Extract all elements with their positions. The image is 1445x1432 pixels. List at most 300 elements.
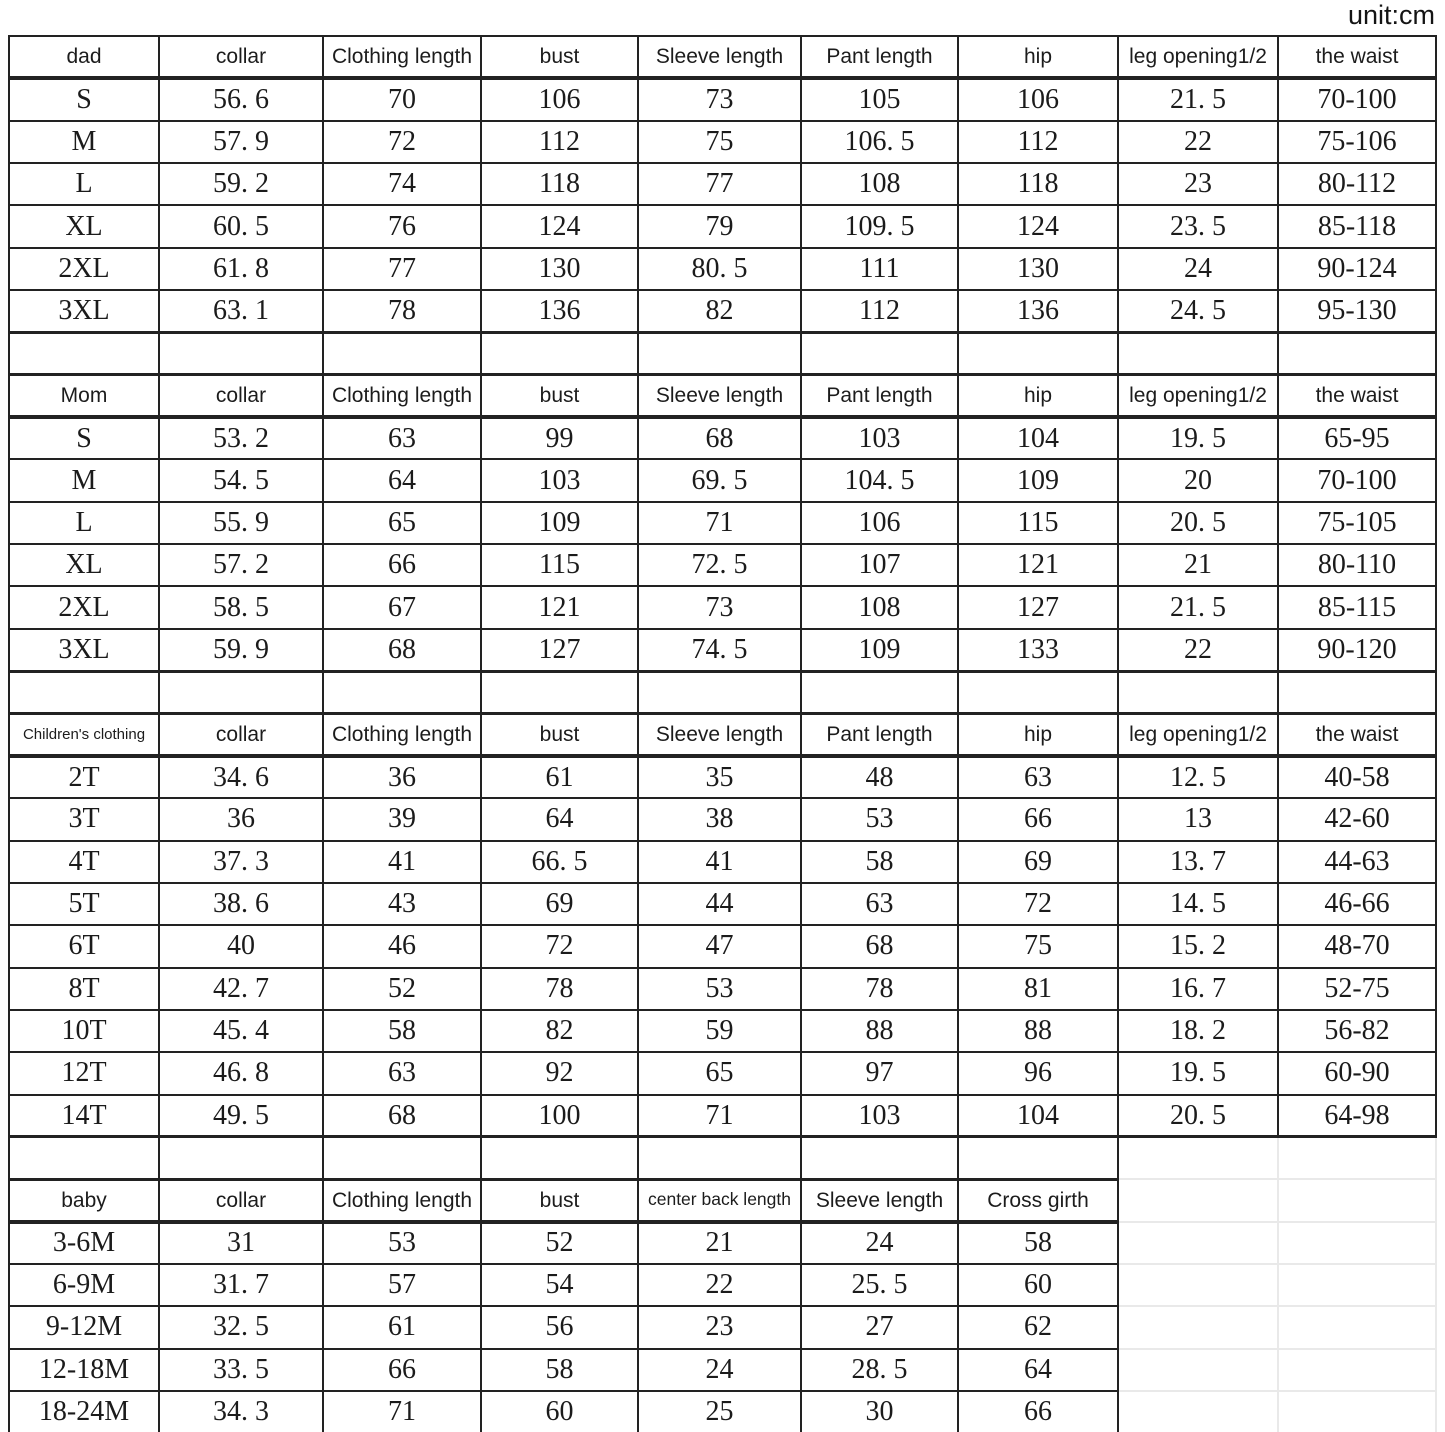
value-cell: 46-66 — [1278, 883, 1436, 925]
value-cell: 80. 5 — [638, 248, 801, 290]
value-cell: 64-98 — [1278, 1095, 1436, 1137]
value-cell: 75 — [958, 925, 1118, 967]
value-cell: 53. 2 — [159, 417, 323, 459]
value-cell: 42. 7 — [159, 968, 323, 1010]
empty-cell — [481, 671, 638, 713]
value-cell: 21 — [1118, 544, 1278, 586]
value-cell: 64 — [481, 798, 638, 840]
value-cell: 34. 6 — [159, 756, 323, 798]
value-cell: 127 — [958, 586, 1118, 628]
value-cell: 99 — [481, 417, 638, 459]
empty-cell — [958, 1137, 1118, 1179]
value-cell: 31 — [159, 1222, 323, 1264]
value-cell: 88 — [801, 1010, 958, 1052]
value-cell: 28. 5 — [801, 1349, 958, 1391]
value-cell: 16. 7 — [1118, 968, 1278, 1010]
value-cell: 31. 7 — [159, 1264, 323, 1306]
value-cell: 39 — [323, 798, 481, 840]
value-cell: 59. 9 — [159, 629, 323, 671]
value-cell: 60 — [481, 1391, 638, 1432]
value-cell: 75-106 — [1278, 121, 1436, 163]
value-cell: 57. 9 — [159, 121, 323, 163]
value-cell: 80-112 — [1278, 163, 1436, 205]
value-cell: 25 — [638, 1391, 801, 1432]
value-cell: 23. 5 — [1118, 205, 1278, 247]
table-row-mom-s — [9, 417, 1436, 459]
value-cell: 104 — [958, 1095, 1118, 1137]
header-cell-bust: bust — [481, 36, 638, 78]
ghost-cell — [1118, 1391, 1278, 1432]
value-cell: 70 — [323, 78, 481, 120]
value-cell: 108 — [801, 163, 958, 205]
value-cell: 71 — [638, 502, 801, 544]
value-cell: 24. 5 — [1118, 290, 1278, 332]
value-cell: 97 — [801, 1052, 958, 1094]
table-row-mom-3xl — [9, 629, 1436, 671]
value-cell: 112 — [801, 290, 958, 332]
value-cell: 106 — [958, 78, 1118, 120]
value-cell: 69 — [958, 841, 1118, 883]
table-row-dad-m — [9, 121, 1436, 163]
value-cell: 103 — [801, 1095, 958, 1137]
header-cell-bust: bust — [481, 1179, 638, 1221]
header-cell-cross-girth: Cross girth — [958, 1179, 1118, 1221]
ghost-cell — [1118, 1222, 1278, 1264]
value-cell: 37. 3 — [159, 841, 323, 883]
value-cell: 130 — [481, 248, 638, 290]
header-cell-sleeve-length: Sleeve length — [638, 375, 801, 417]
value-cell: 92 — [481, 1052, 638, 1094]
table-row-children-4t — [9, 841, 1436, 883]
value-cell: 27 — [801, 1306, 958, 1348]
header-cell-collar: collar — [159, 375, 323, 417]
table-row-mom-l — [9, 502, 1436, 544]
value-cell: 58. 5 — [159, 586, 323, 628]
value-cell: 63 — [323, 417, 481, 459]
value-cell: 124 — [481, 205, 638, 247]
value-cell: 20. 5 — [1118, 502, 1278, 544]
header-cell-hip: hip — [958, 714, 1118, 756]
value-cell: 52 — [323, 968, 481, 1010]
value-cell: 106 — [801, 502, 958, 544]
value-cell: 56 — [481, 1306, 638, 1348]
size-cell-xl: XL — [9, 544, 159, 586]
value-cell: 118 — [958, 163, 1118, 205]
value-cell: 53 — [801, 798, 958, 840]
size-cell-m: M — [9, 459, 159, 501]
value-cell: 66 — [323, 544, 481, 586]
empty-cell — [1278, 332, 1436, 374]
size-cell-3t: 3T — [9, 798, 159, 840]
header-cell-children-s-clothing: Children's clothing — [9, 714, 159, 756]
size-cell-8t: 8T — [9, 968, 159, 1010]
value-cell: 48-70 — [1278, 925, 1436, 967]
separator-row — [9, 332, 1436, 374]
table-row-baby-3-6m — [9, 1222, 1436, 1264]
value-cell: 65 — [638, 1052, 801, 1094]
header-cell-sleeve-length: Sleeve length — [638, 36, 801, 78]
empty-cell — [1118, 332, 1278, 374]
value-cell: 136 — [958, 290, 1118, 332]
value-cell: 46. 8 — [159, 1052, 323, 1094]
value-cell: 42-60 — [1278, 798, 1436, 840]
size-cell-12-18m: 12-18M — [9, 1349, 159, 1391]
ghost-cell — [1278, 1391, 1436, 1432]
header-cell-leg-opening1-2: leg opening1/2 — [1118, 714, 1278, 756]
table-row-children-5t — [9, 883, 1436, 925]
ghost-cell — [1118, 1264, 1278, 1306]
value-cell: 112 — [481, 121, 638, 163]
value-cell: 105 — [801, 78, 958, 120]
header-cell-the-waist: the waist — [1278, 36, 1436, 78]
value-cell: 59 — [638, 1010, 801, 1052]
value-cell: 88 — [958, 1010, 1118, 1052]
value-cell: 74. 5 — [638, 629, 801, 671]
header-cell-mom: Mom — [9, 375, 159, 417]
ghost-cell — [1118, 1179, 1278, 1221]
value-cell: 66 — [958, 1391, 1118, 1432]
value-cell: 13 — [1118, 798, 1278, 840]
value-cell: 14. 5 — [1118, 883, 1278, 925]
value-cell: 69 — [481, 883, 638, 925]
value-cell: 12. 5 — [1118, 756, 1278, 798]
value-cell: 32. 5 — [159, 1306, 323, 1348]
value-cell: 136 — [481, 290, 638, 332]
value-cell: 70-100 — [1278, 78, 1436, 120]
value-cell: 52-75 — [1278, 968, 1436, 1010]
size-cell-5t: 5T — [9, 883, 159, 925]
size-cell-2xl: 2XL — [9, 248, 159, 290]
header-cell-collar: collar — [159, 714, 323, 756]
value-cell: 46 — [323, 925, 481, 967]
value-cell: 81 — [958, 968, 1118, 1010]
header-cell-clothing-length: Clothing length — [323, 714, 481, 756]
table-row-children-2t — [9, 756, 1436, 798]
value-cell: 68 — [323, 629, 481, 671]
empty-cell — [323, 671, 481, 713]
value-cell: 56. 6 — [159, 78, 323, 120]
value-cell: 67 — [323, 586, 481, 628]
value-cell: 45. 4 — [159, 1010, 323, 1052]
header-cell-leg-opening1-2: leg opening1/2 — [1118, 36, 1278, 78]
empty-cell — [958, 332, 1118, 374]
value-cell: 53 — [638, 968, 801, 1010]
value-cell: 30 — [801, 1391, 958, 1432]
header-row-baby — [9, 1179, 1436, 1221]
value-cell: 85-115 — [1278, 586, 1436, 628]
value-cell: 78 — [801, 968, 958, 1010]
value-cell: 19. 5 — [1118, 417, 1278, 459]
value-cell: 100 — [481, 1095, 638, 1137]
value-cell: 103 — [481, 459, 638, 501]
value-cell: 103 — [801, 417, 958, 459]
value-cell: 109. 5 — [801, 205, 958, 247]
value-cell: 85-118 — [1278, 205, 1436, 247]
value-cell: 58 — [481, 1349, 638, 1391]
table-row-dad-s — [9, 78, 1436, 120]
value-cell: 127 — [481, 629, 638, 671]
size-cell-12t: 12T — [9, 1052, 159, 1094]
value-cell: 53 — [323, 1222, 481, 1264]
value-cell: 109 — [958, 459, 1118, 501]
size-chart-body — [9, 36, 1436, 1432]
value-cell: 72. 5 — [638, 544, 801, 586]
header-cell-bust: bust — [481, 714, 638, 756]
table-row-dad-l — [9, 163, 1436, 205]
header-cell-pant-length: Pant length — [801, 36, 958, 78]
size-cell-3-6m: 3-6M — [9, 1222, 159, 1264]
value-cell: 21. 5 — [1118, 586, 1278, 628]
header-cell-sleeve-length: Sleeve length — [638, 714, 801, 756]
header-cell-hip: hip — [958, 375, 1118, 417]
header-cell-collar: collar — [159, 1179, 323, 1221]
header-row-mom — [9, 375, 1436, 417]
value-cell: 72 — [323, 121, 481, 163]
size-cell-4t: 4T — [9, 841, 159, 883]
value-cell: 40-58 — [1278, 756, 1436, 798]
table-row-baby-9-12m — [9, 1306, 1436, 1348]
value-cell: 22 — [1118, 629, 1278, 671]
ghost-cell — [1118, 1349, 1278, 1391]
value-cell: 20. 5 — [1118, 1095, 1278, 1137]
header-row-dad — [9, 36, 1436, 78]
value-cell: 75 — [638, 121, 801, 163]
value-cell: 75-105 — [1278, 502, 1436, 544]
value-cell: 63 — [801, 883, 958, 925]
value-cell: 104. 5 — [801, 459, 958, 501]
value-cell: 77 — [323, 248, 481, 290]
table-row-children-10t — [9, 1010, 1436, 1052]
value-cell: 108 — [801, 586, 958, 628]
empty-cell — [481, 332, 638, 374]
table-row-children-8t — [9, 968, 1436, 1010]
header-cell-center-back-length: center back length — [638, 1179, 801, 1221]
empty-cell — [323, 332, 481, 374]
table-row-children-14t — [9, 1095, 1436, 1137]
value-cell: 121 — [481, 586, 638, 628]
empty-cell — [638, 332, 801, 374]
ghost-cell — [1278, 1306, 1436, 1348]
value-cell: 48 — [801, 756, 958, 798]
value-cell: 62 — [958, 1306, 1118, 1348]
value-cell: 36 — [159, 798, 323, 840]
table-row-baby-18-24m — [9, 1391, 1436, 1432]
value-cell: 34. 3 — [159, 1391, 323, 1432]
value-cell: 22 — [1118, 121, 1278, 163]
empty-cell — [9, 332, 159, 374]
ghost-cell — [1278, 1137, 1436, 1179]
size-cell-9-12m: 9-12M — [9, 1306, 159, 1348]
ghost-cell — [1278, 1349, 1436, 1391]
header-cell-sleeve-length: Sleeve length — [801, 1179, 958, 1221]
value-cell: 61 — [323, 1306, 481, 1348]
value-cell: 107 — [801, 544, 958, 586]
value-cell: 21 — [638, 1222, 801, 1264]
value-cell: 57 — [323, 1264, 481, 1306]
value-cell: 133 — [958, 629, 1118, 671]
table-row-mom-xl — [9, 544, 1436, 586]
table-row-mom-2xl — [9, 586, 1436, 628]
value-cell: 24 — [801, 1222, 958, 1264]
size-cell-s: S — [9, 78, 159, 120]
value-cell: 109 — [801, 629, 958, 671]
size-cell-m: M — [9, 121, 159, 163]
table-row-dad-xl — [9, 205, 1436, 247]
value-cell: 23 — [1118, 163, 1278, 205]
value-cell: 60. 5 — [159, 205, 323, 247]
value-cell: 20 — [1118, 459, 1278, 501]
value-cell: 118 — [481, 163, 638, 205]
header-cell-clothing-length: Clothing length — [323, 1179, 481, 1221]
value-cell: 44 — [638, 883, 801, 925]
value-cell: 60-90 — [1278, 1052, 1436, 1094]
value-cell: 66 — [323, 1349, 481, 1391]
header-cell-bust: bust — [481, 375, 638, 417]
empty-cell — [159, 1137, 323, 1179]
value-cell: 115 — [958, 502, 1118, 544]
value-cell: 55. 9 — [159, 502, 323, 544]
value-cell: 73 — [638, 78, 801, 120]
value-cell: 71 — [638, 1095, 801, 1137]
size-cell-3xl: 3XL — [9, 629, 159, 671]
value-cell: 112 — [958, 121, 1118, 163]
value-cell: 68 — [323, 1095, 481, 1137]
value-cell: 115 — [481, 544, 638, 586]
value-cell: 15. 2 — [1118, 925, 1278, 967]
value-cell: 74 — [323, 163, 481, 205]
header-cell-leg-opening1-2: leg opening1/2 — [1118, 375, 1278, 417]
header-cell-the-waist: the waist — [1278, 375, 1436, 417]
value-cell: 41 — [323, 841, 481, 883]
value-cell: 49. 5 — [159, 1095, 323, 1137]
value-cell: 61 — [481, 756, 638, 798]
value-cell: 121 — [958, 544, 1118, 586]
value-cell: 57. 2 — [159, 544, 323, 586]
value-cell: 21. 5 — [1118, 78, 1278, 120]
size-cell-6-9m: 6-9M — [9, 1264, 159, 1306]
value-cell: 111 — [801, 248, 958, 290]
value-cell: 109 — [481, 502, 638, 544]
header-cell-collar: collar — [159, 36, 323, 78]
table-row-mom-m — [9, 459, 1436, 501]
value-cell: 77 — [638, 163, 801, 205]
value-cell: 58 — [958, 1222, 1118, 1264]
header-cell-clothing-length: Clothing length — [323, 375, 481, 417]
value-cell: 69. 5 — [638, 459, 801, 501]
table-row-baby-12-18m — [9, 1349, 1436, 1391]
value-cell: 90-120 — [1278, 629, 1436, 671]
header-cell-hip: hip — [958, 36, 1118, 78]
ghost-cell — [1118, 1137, 1278, 1179]
value-cell: 63 — [323, 1052, 481, 1094]
size-cell-l: L — [9, 163, 159, 205]
header-cell-the-waist: the waist — [1278, 714, 1436, 756]
value-cell: 68 — [638, 417, 801, 459]
value-cell: 24 — [638, 1349, 801, 1391]
size-cell-l: L — [9, 502, 159, 544]
value-cell: 66 — [958, 798, 1118, 840]
value-cell: 19. 5 — [1118, 1052, 1278, 1094]
value-cell: 78 — [323, 290, 481, 332]
value-cell: 60 — [958, 1264, 1118, 1306]
empty-cell — [159, 671, 323, 713]
value-cell: 13. 7 — [1118, 841, 1278, 883]
value-cell: 63. 1 — [159, 290, 323, 332]
empty-cell — [801, 1137, 958, 1179]
size-cell-14t: 14T — [9, 1095, 159, 1137]
value-cell: 124 — [958, 205, 1118, 247]
header-cell-clothing-length: Clothing length — [323, 36, 481, 78]
value-cell: 58 — [323, 1010, 481, 1052]
value-cell: 65-95 — [1278, 417, 1436, 459]
value-cell: 73 — [638, 586, 801, 628]
value-cell: 95-130 — [1278, 290, 1436, 332]
size-chart-table — [8, 35, 1437, 1432]
table-row-dad-3xl — [9, 290, 1436, 332]
value-cell: 104 — [958, 417, 1118, 459]
value-cell: 58 — [801, 841, 958, 883]
value-cell: 23 — [638, 1306, 801, 1348]
value-cell: 56-82 — [1278, 1010, 1436, 1052]
size-cell-xl: XL — [9, 205, 159, 247]
header-cell-baby: baby — [9, 1179, 159, 1221]
empty-cell — [159, 332, 323, 374]
ghost-cell — [1278, 1264, 1436, 1306]
header-cell-pant-length: Pant length — [801, 714, 958, 756]
value-cell: 54. 5 — [159, 459, 323, 501]
empty-cell — [958, 671, 1118, 713]
value-cell: 64 — [323, 459, 481, 501]
value-cell: 54 — [481, 1264, 638, 1306]
empty-cell — [801, 671, 958, 713]
table-row-children-6t — [9, 925, 1436, 967]
empty-cell — [1118, 671, 1278, 713]
value-cell: 36 — [323, 756, 481, 798]
value-cell: 33. 5 — [159, 1349, 323, 1391]
header-cell-pant-length: Pant length — [801, 375, 958, 417]
value-cell: 80-110 — [1278, 544, 1436, 586]
size-cell-2t: 2T — [9, 756, 159, 798]
ghost-cell — [1278, 1179, 1436, 1221]
value-cell: 61. 8 — [159, 248, 323, 290]
value-cell: 38. 6 — [159, 883, 323, 925]
value-cell: 41 — [638, 841, 801, 883]
value-cell: 52 — [481, 1222, 638, 1264]
value-cell: 25. 5 — [801, 1264, 958, 1306]
value-cell: 35 — [638, 756, 801, 798]
value-cell: 63 — [958, 756, 1118, 798]
value-cell: 106 — [481, 78, 638, 120]
empty-cell — [1278, 671, 1436, 713]
size-cell-10t: 10T — [9, 1010, 159, 1052]
value-cell: 130 — [958, 248, 1118, 290]
header-cell-dad: dad — [9, 36, 159, 78]
empty-cell — [9, 671, 159, 713]
size-cell-2xl: 2XL — [9, 586, 159, 628]
empty-cell — [481, 1137, 638, 1179]
value-cell: 44-63 — [1278, 841, 1436, 883]
empty-cell — [638, 1137, 801, 1179]
value-cell: 24 — [1118, 248, 1278, 290]
value-cell: 64 — [958, 1349, 1118, 1391]
value-cell: 22 — [638, 1264, 801, 1306]
size-cell-6t: 6T — [9, 925, 159, 967]
separator-row — [9, 1137, 1436, 1179]
table-row-dad-2xl — [9, 248, 1436, 290]
ghost-cell — [1278, 1222, 1436, 1264]
separator-row — [9, 671, 1436, 713]
empty-cell — [9, 1137, 159, 1179]
